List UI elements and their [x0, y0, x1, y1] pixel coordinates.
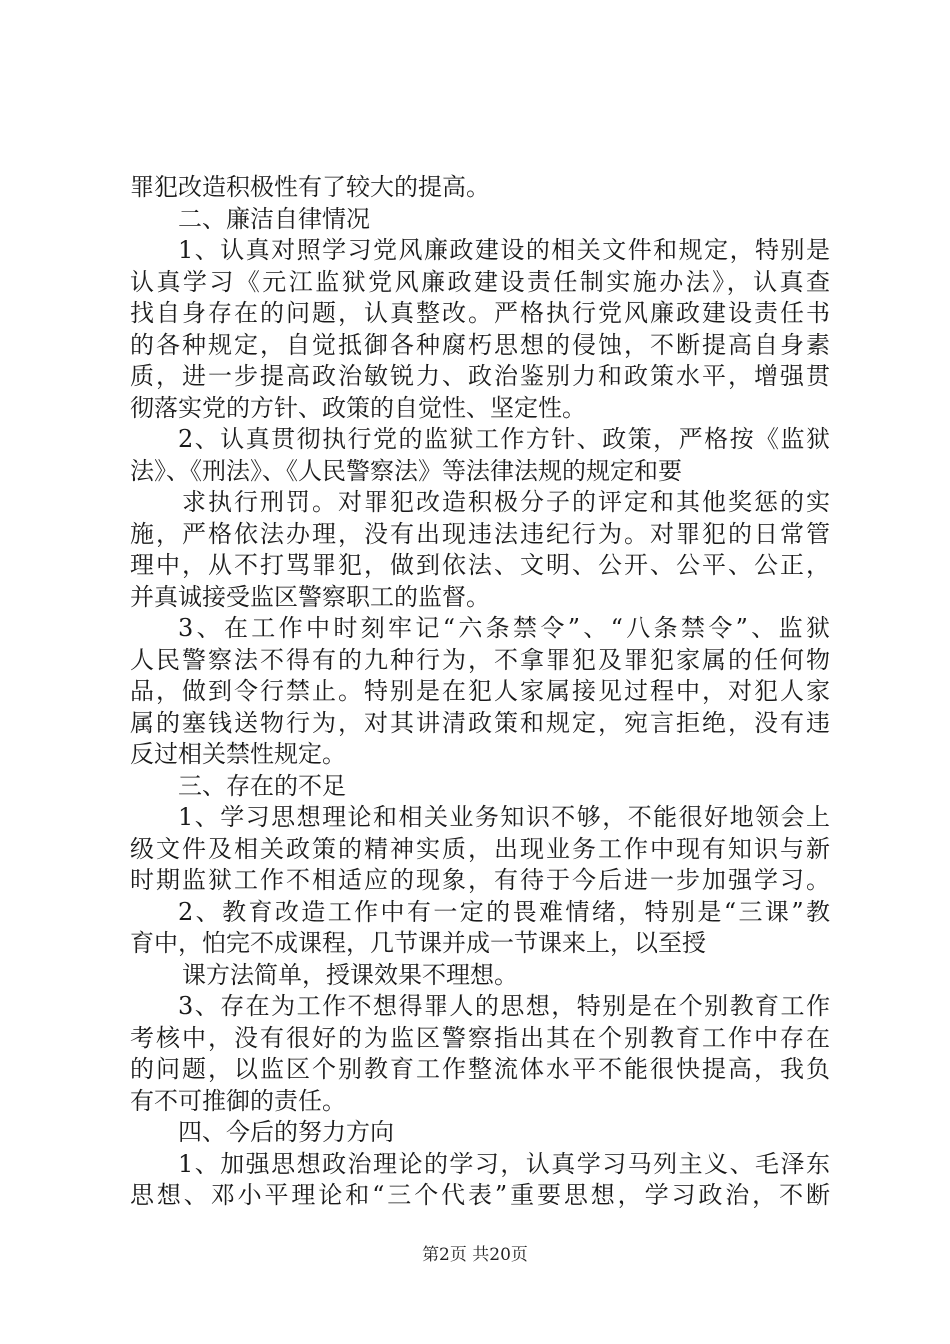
text-line: 时期监狱工作不相适应的现象，有待于今后进一步加强学习。 — [130, 866, 830, 894]
text-line: 施，严格依法办理，没有出现违法违纪行为。对罪犯的日常管 — [130, 520, 830, 548]
section-heading: 四、今后的努力方向 — [178, 1118, 394, 1146]
text-line: 找自身存在的问题，认真整改。严格执行党风廉政建设责任书 — [130, 299, 830, 327]
text-line: 反过相关禁性规定。 — [130, 740, 346, 768]
text-line: 求执行刑罚。对罪犯改造积极分子的评定和其他奖惩的实 — [182, 488, 830, 516]
text-line: 人民警察法不得有的九种行为，不拿罪犯及罪犯家属的任何物 — [130, 646, 830, 674]
section-heading: 三、存在的不足 — [178, 772, 346, 800]
text-line: 有不可推御的责任。 — [130, 1087, 346, 1115]
text-line: 理中，从不打骂罪犯，做到依法、文明、公开、公平、公正， — [130, 551, 830, 579]
text-line: 1、认真对照学习党风廉政建设的相关文件和规定，特别是 — [178, 236, 830, 264]
text-line: 思想、邓小平理论和“三个代表”重要思想，学习政治，不断 — [130, 1181, 830, 1209]
page-number-footer: 第2页 共20页 — [422, 1245, 528, 1265]
text-line: 品，做到令行禁止。特别是在犯人家属接见过程中，对犯人家 — [130, 677, 830, 705]
text-line: 1、加强思想政治理论的学习，认真学习马列主义、毛泽东 — [178, 1150, 830, 1178]
text-line: 2、教育改造工作中有一定的畏难情绪，特别是“三课”教 — [178, 898, 830, 926]
text-line: 育中，怕完不成课程，几节课并成一节课来上，以至授 — [130, 929, 706, 957]
text-line: 属的塞钱送物行为，对其讲清政策和规定，宛言拒绝，没有违 — [130, 709, 830, 737]
text-line: 法》、《刑法》、《人民警察法》等法律法规的规定和要 — [130, 457, 682, 485]
text-line: 的问题，以监区个别教育工作整流体水平不能很快提高，我负 — [130, 1055, 830, 1083]
section-heading: 二、廉洁自律情况 — [178, 205, 370, 233]
text-line: 质，进一步提高政治敏锐力、政治鉴别力和政策水平，增强贯 — [130, 362, 830, 390]
text-line: 课方法简单，授课效果不理想。 — [182, 961, 518, 989]
text-line: 级文件及相关政策的精神实质，出现业务工作中现有知识与新 — [130, 835, 830, 863]
text-line: 3、在工作中时刻牢记“六条禁令”、“八条禁令”、监狱 — [178, 614, 830, 642]
text-line: 1、学习思想理论和相关业务知识不够，不能很好地领会上 — [178, 803, 830, 831]
text-line: 彻落实党的方针、政策的自觉性、坚定性。 — [130, 394, 586, 422]
text-line: 3、存在为工作不想得罪人的思想，特别是在个别教育工作 — [178, 992, 830, 1020]
text-line: 并真诚接受监区警察职工的监督。 — [130, 583, 490, 611]
text-line: 2、认真贯彻执行党的监狱工作方针、政策，严格按《监狱 — [178, 425, 830, 453]
text-line: 罪犯改造积极性有了较大的提高。 — [130, 173, 490, 201]
text-line: 认真学习《元江监狱党风廉政建设责任制实施办法》，认真查 — [130, 268, 830, 296]
text-line: 考核中，没有很好的为监区警察指出其在个别教育工作中存在 — [130, 1024, 830, 1052]
text-line: 的各种规定，自觉抵御各种腐朽思想的侵蚀，不断提高自身素 — [130, 331, 830, 359]
